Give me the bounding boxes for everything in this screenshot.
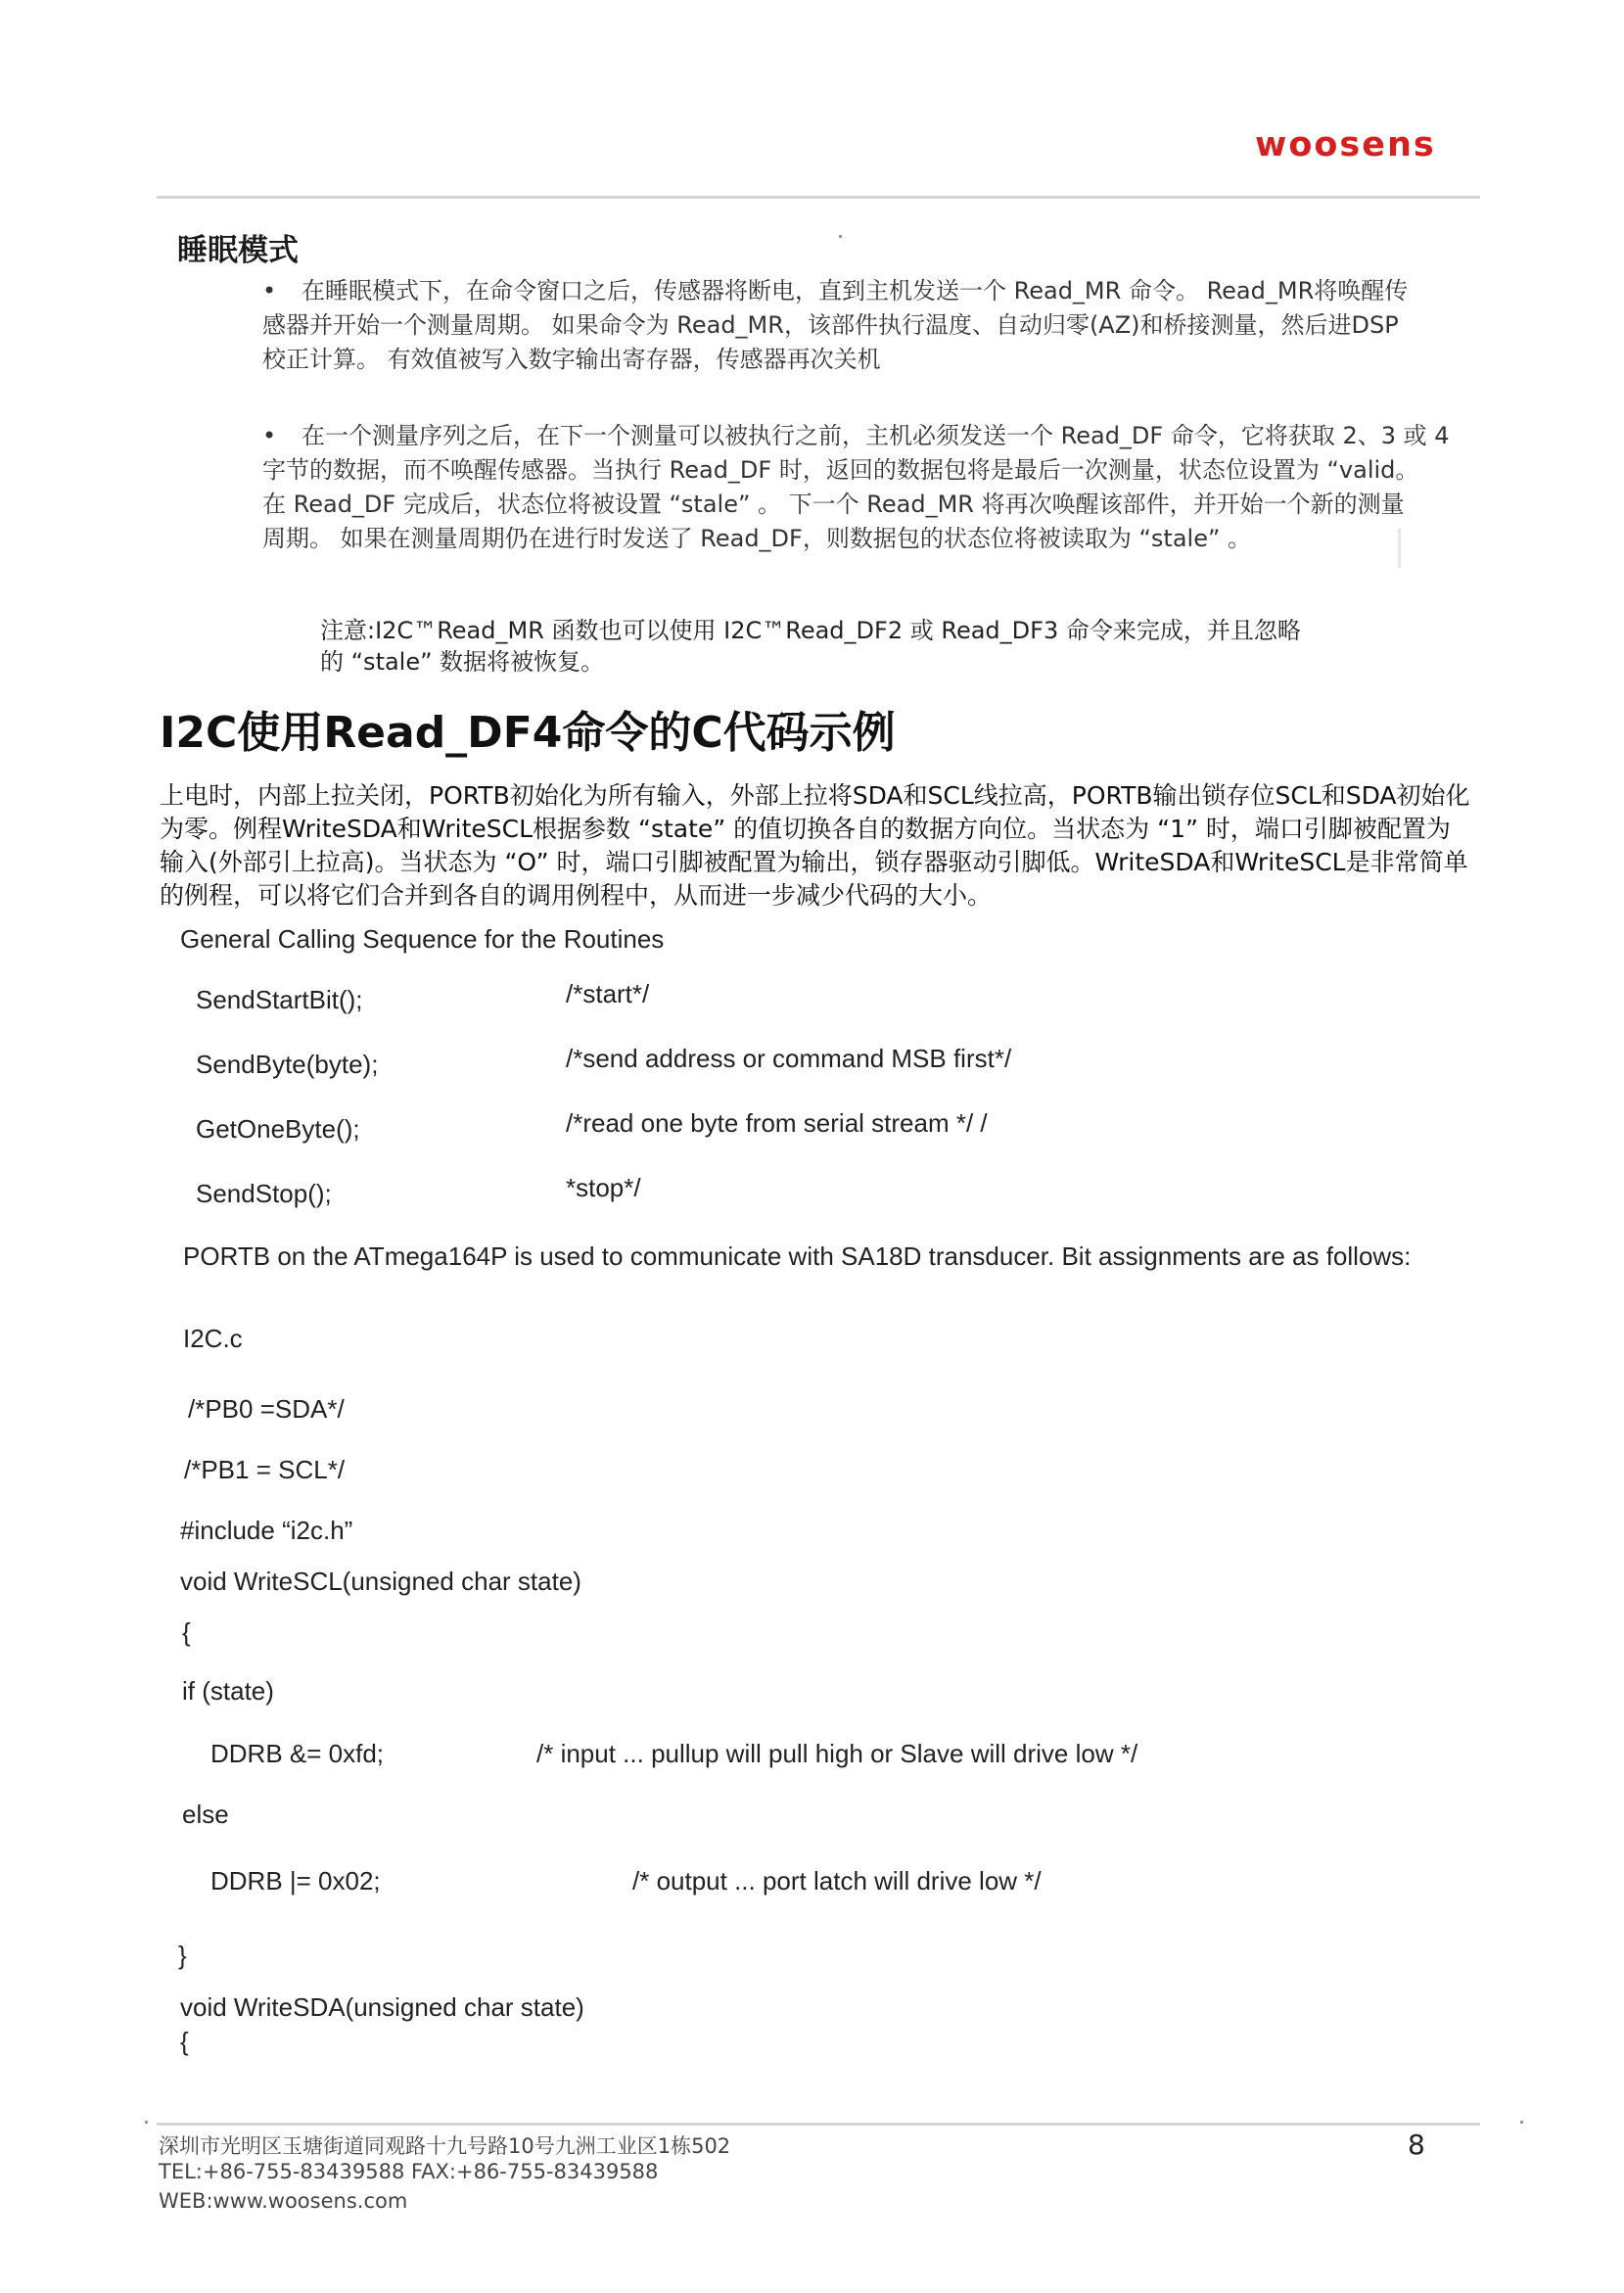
code-writesda-signature: void WriteSDA(unsigned char state) xyxy=(180,1992,584,2022)
code-open-brace: { xyxy=(182,1617,191,1647)
code-open-brace-2: { xyxy=(180,2027,189,2056)
note-block xyxy=(320,615,1301,678)
intro-line-2: 为零。例程WriteSDA和WriteSCL根据参数 “state” 的值切换各自的数据方向位。当状态为 “1” 时，端口引脚被配置为 xyxy=(160,815,1451,843)
file-name: I2C.c xyxy=(183,1324,243,1353)
code-ddrb-and: DDRB &= 0xfd; xyxy=(210,1739,385,1768)
scan-dot xyxy=(839,235,842,238)
scan-artifact xyxy=(1398,529,1401,568)
page-number: 8 xyxy=(1408,2129,1425,2161)
code-pb1: /*PB1 = SCL*/ xyxy=(184,1455,346,1484)
sleep-mode-title: 睡眠模式 xyxy=(177,233,299,268)
brand-logo: woosens xyxy=(1255,125,1436,164)
bullet-symbol: • xyxy=(262,422,277,449)
bullet-1-line-2: 感器并开始一个测量周期。 如果命令为 Read_MR，该部件执行温度、自动归零(AZ)和桥接测量，然后进DSP xyxy=(262,311,1399,339)
code-else: else xyxy=(182,1800,229,1829)
code-ddrb-or-comment: /* output ... port latch will drive low */ xyxy=(632,1866,1042,1895)
calling-sequence-title: General Calling Sequence for the Routines xyxy=(180,924,665,954)
code-ddrb-or: DDRB |= 0x02; xyxy=(210,1866,381,1895)
code-close-brace: } xyxy=(178,1941,187,1970)
footer-address: 深圳市光明区玉塘街道同观路十九号路10号九洲工业区1栋502 xyxy=(159,2134,731,2158)
header-divider xyxy=(157,196,1480,199)
sleep-bullet-1 xyxy=(262,274,1408,377)
note-line-1: 注意:I2C™Read_MR 函数也可以使用 I2C™Read_DF2 或 Read_DF3 命令来完成，并且忽略 xyxy=(320,617,1301,644)
routine-name: SendStartBit(); xyxy=(196,985,363,1014)
portb-note: PORTB on the ATmega164P is used to communicate with SA18D transducer. Bit assignments are as follows: xyxy=(183,1241,1412,1271)
intro-paragraph xyxy=(160,779,1470,913)
code-if-state: if (state) xyxy=(182,1676,274,1706)
code-writescl-signature: void WriteSCL(unsigned char state) xyxy=(180,1567,581,1596)
code-include: #include “i2c.h” xyxy=(180,1516,353,1545)
bullet-symbol: • xyxy=(262,277,277,304)
bullet-1-line-1: 在睡眠模式下，在命令窗口之后，传感器将断电，直到主机发送一个 Read_MR 命令。 Read_MR将唤醒传 xyxy=(302,277,1409,304)
bullet-1-line-3: 校正计算。 有效值被写入数字输出寄存器，传感器再次关机 xyxy=(262,346,881,373)
scan-dot xyxy=(145,2121,148,2124)
routine-comment: /*start*/ xyxy=(566,979,650,1008)
sleep-bullet-2 xyxy=(262,419,1450,556)
bullet-2-line-3: 在 Read_DF 完成后，状态位将被设置 “stale” 。 下一个 Read_MR 将再次唤醒该部件，并开始一个新的测量 xyxy=(262,491,1405,518)
routine-name: SendStop(); xyxy=(196,1179,332,1208)
note-line-2: 的 “stale” 数据将被恢复。 xyxy=(320,648,605,676)
code-ddrb-and-comment: /* input ... pullup will pull high or Slave will drive low */ xyxy=(536,1739,1138,1768)
intro-line-1: 上电时，内部上拉关闭，PORTB初始化为所有输入，外部上拉将SDA和SCL线拉高，PORTB输出锁存位SCL和SDA初始化 xyxy=(160,781,1470,810)
footer-divider xyxy=(157,2123,1480,2126)
routine-comment: *stop*/ xyxy=(566,1173,641,1202)
scan-dot xyxy=(1520,2121,1523,2124)
code-pb0: /*PB0 =SDA*/ xyxy=(188,1394,345,1424)
bullet-2-line-2: 字节的数据，而不唤醒传感器。当执行 Read_DF 时，返回的数据包将是最后一次测量，状态位设置为 “valid。 xyxy=(262,456,1419,484)
bullet-2-line-1: 在一个测量序列之后，在下一个测量可以被执行之前，主机必须发送一个 Read_DF 命令，它将获取 2、3 或 4 xyxy=(302,422,1450,449)
intro-line-4: 的例程，可以将它们合并到各自的调用例程中，从而进一步减少代码的大小。 xyxy=(160,881,993,910)
code-example-title: I2C使用Read_DF4命令的C代码示例 xyxy=(160,708,896,758)
routine-comment: /*send address or command MSB first*/ xyxy=(566,1044,1012,1073)
footer-web: WEB:www.woosens.com xyxy=(159,2189,408,2213)
footer-tel-fax: TEL:+86-755-83439588 FAX:+86-755-83439588 xyxy=(159,2160,659,2183)
intro-line-3: 输入(外部引上拉高)。当状态为 “O” 时，端口引脚被配置为输出，锁存器驱动引脚低。WriteSDA和WriteSCL是非常简单 xyxy=(160,848,1468,876)
bullet-2-line-4: 周期。 如果在测量周期仍在进行时发送了 Read_DF，则数据包的状态位将被读取为 “stale” 。 xyxy=(262,525,1252,552)
routine-name: GetOneByte(); xyxy=(196,1114,360,1144)
routine-comment: /*read one byte from serial stream */ / xyxy=(566,1108,988,1138)
routine-name: SendByte(byte); xyxy=(196,1050,379,1079)
